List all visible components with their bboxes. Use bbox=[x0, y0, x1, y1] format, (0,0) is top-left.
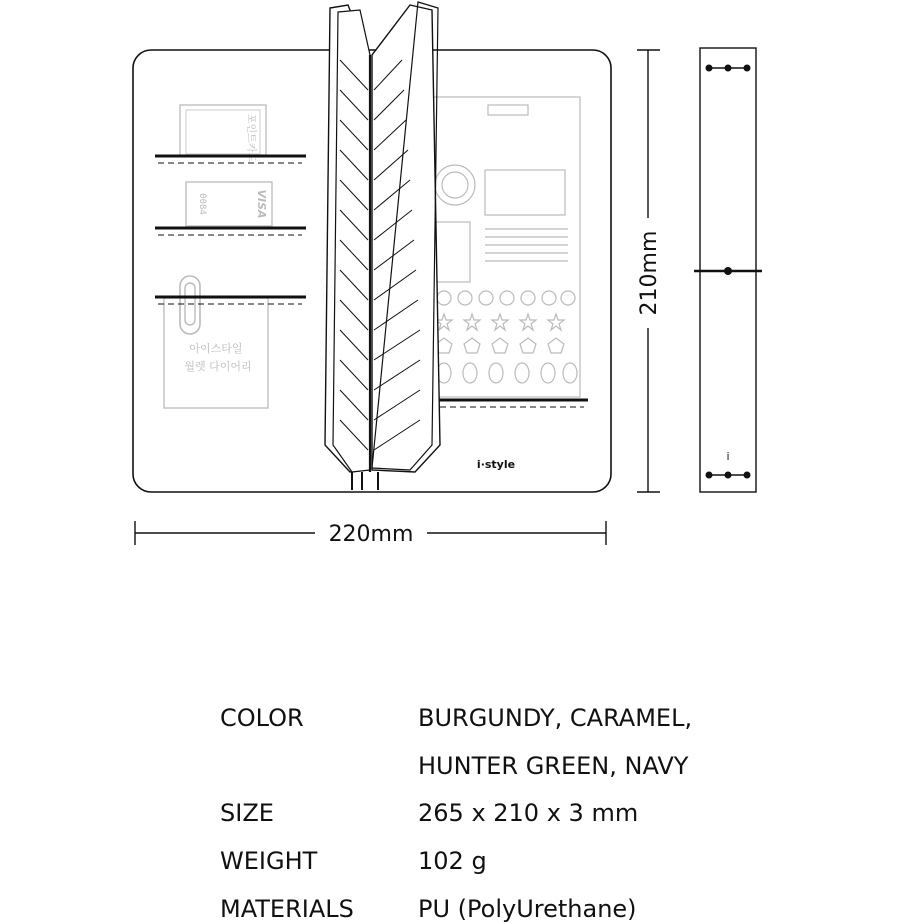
memo-text-line2: 월렛 다이어리 bbox=[184, 360, 252, 373]
spec-label-weight: WEIGHT bbox=[220, 847, 318, 875]
spec-value-materials: PU (PolyUrethane) bbox=[418, 895, 637, 923]
card-1-text: 포인트카드 bbox=[245, 113, 256, 163]
spec-label-size: SIZE bbox=[220, 799, 274, 827]
memo-text-line1: 아이스타일 bbox=[189, 342, 243, 355]
brand-mark: i·style bbox=[476, 458, 516, 471]
card-2-number: 0084 bbox=[197, 193, 207, 215]
spec-value-size: 265 x 210 x 3 mm bbox=[418, 799, 639, 827]
width-label: 220mm bbox=[328, 522, 414, 547]
spec-label-color: COLOR bbox=[220, 704, 304, 732]
side-view-mark: i bbox=[726, 450, 730, 463]
spec-value-color-2: HUNTER GREEN, NAVY bbox=[418, 752, 689, 780]
page-bundle bbox=[325, 2, 440, 490]
card-2-brand: VISA bbox=[255, 189, 268, 219]
side-view bbox=[694, 48, 762, 492]
spec-value-color-1: BURGUNDY, CARAMEL, bbox=[418, 704, 693, 732]
height-label: 210mm bbox=[637, 230, 662, 316]
spec-value-weight: 102 g bbox=[418, 847, 487, 875]
spec-label-materials: MATERIALS bbox=[220, 895, 354, 923]
